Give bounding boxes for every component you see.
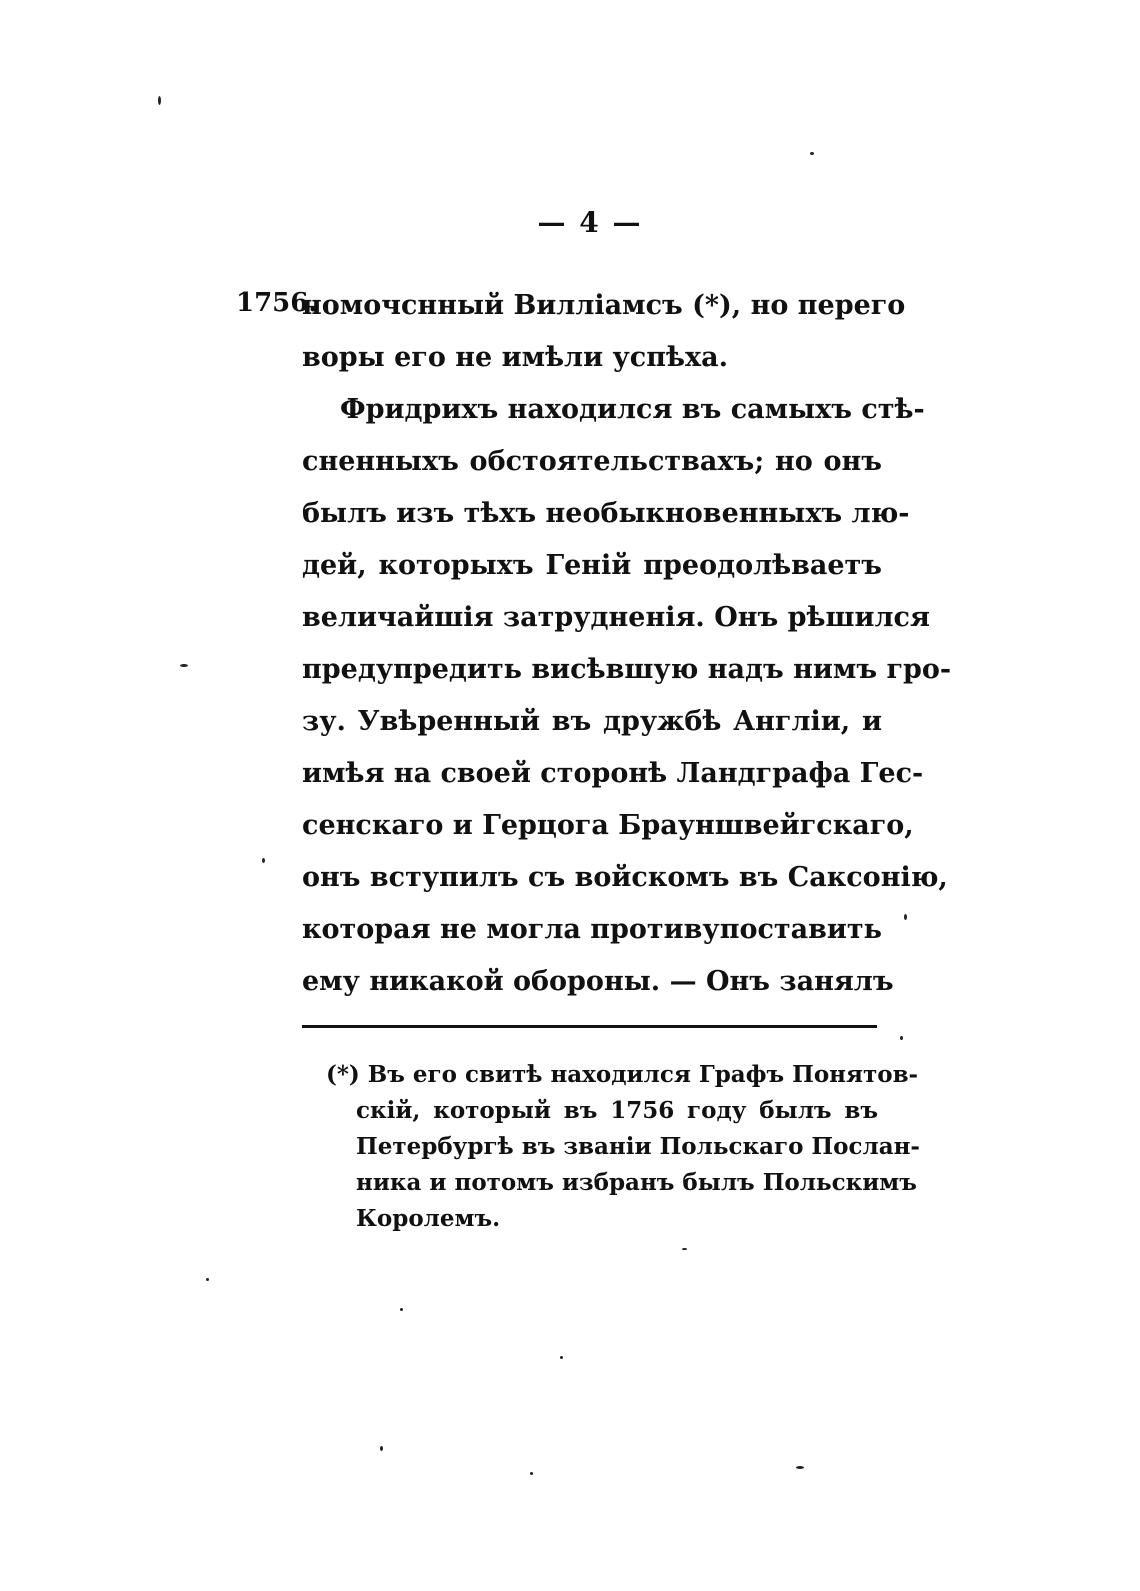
scan-speck [810, 152, 814, 155]
text-line: Фридрихъ находился въ самыхъ стѣ- [340, 394, 925, 425]
text-line: дей, которыхъ Геній преодолѣваетъ [302, 550, 882, 581]
text-line: былъ изъ тѣхъ необыкновенныхъ лю- [302, 498, 910, 529]
text-line: величайшія затрудненія. Онъ рѣшился [302, 602, 930, 633]
footnote-line: Петербургѣ въ званіи Польскаго Послан- [356, 1133, 920, 1160]
text-line: сенскаго и Герцога Брауншвейгскаго, [302, 810, 914, 841]
scan-speck [400, 1308, 403, 1311]
scan-speck [180, 664, 188, 667]
text-line: которая не могла противупоставить [302, 914, 882, 945]
text-line: онъ вступилъ съ войскомъ въ Саксонію, [302, 862, 948, 893]
footnote-line: ника и потомъ избранъ былъ Польскимъ [356, 1169, 917, 1196]
scan-speck [900, 1036, 903, 1040]
text-line: номочснный Вилліамсъ (*), но перего [302, 290, 906, 321]
text-line: имѣя на своей сторонѣ Ландграфа Гес- [302, 758, 924, 789]
scan-speck [904, 914, 907, 920]
text-line: предупредить висѣвшую надъ нимъ гро- [302, 654, 952, 685]
scan-speck [682, 1248, 687, 1250]
footnote-block [326, 1057, 920, 1237]
scan-speck [158, 96, 161, 105]
text-line: ему никакой обороны. — Онъ занялъ [302, 966, 894, 997]
text-line: воры его не имѣли успѣха. [302, 342, 728, 373]
footnote-separator-rule [302, 1025, 877, 1028]
scan-speck [560, 1356, 563, 1359]
text-line: сненныхъ обстоятельствахъ; но онъ [302, 446, 882, 477]
scan-speck [262, 858, 265, 863]
scan-speck [206, 1278, 209, 1281]
footnote-line: скій, который въ 1756 году былъ въ [356, 1097, 878, 1124]
scan-speck [796, 1466, 804, 1469]
footnote-line: Королемъ. [356, 1205, 501, 1232]
main-text-block [302, 280, 952, 1008]
text-line: зу. Увѣренный въ дружбѣ Англіи, и [302, 706, 882, 737]
footnote-line: (*) Въ его свитѣ находился Графъ Понятов- [326, 1061, 919, 1088]
page-number: — 4 — [537, 206, 643, 239]
margin-year-note: 1756. [236, 288, 318, 318]
scan-speck [380, 1446, 383, 1451]
scan-speck [530, 1472, 533, 1475]
